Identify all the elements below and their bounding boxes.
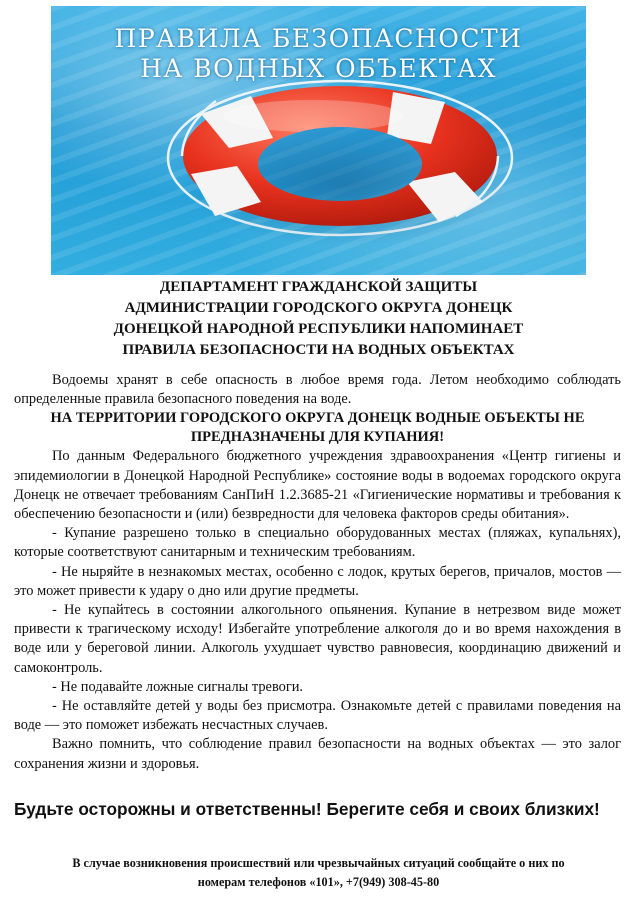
remember-paragraph: Важно помнить, что соблюдение правил безопасности на водных объектах — это залог сохранения жизни и здоровья. [14, 736, 621, 772]
footer-line: В случае возникновения происшествий или чрезвычайных ситуаций сообщайте о них по [72, 856, 565, 870]
footer-phones: номерам телефонов «101», +7(949) 308-45-80 [197, 875, 440, 889]
rule-item: - Не купайтесь в состоянии алкогольного опьянения. Купание в нетрезвом виде может привести к трагическому исходу! Избегайте употребление алкоголя до и во время нахождения в воде или у береговой линии. Алкоголь ухудшает чувство равновесия, координацию движений и самоконтроль. [14, 602, 621, 676]
warning-text: НА ТЕРРИТОРИИ ГОРОДСКОГО ОКРУГА ДОНЕЦК ВОДНЫЕ ОБЪЕКТЫ НЕ ПРЕДНАЗНАЧЕНЫ ДЛЯ КУПАНИЯ! [50, 410, 585, 446]
rule-item: - Не оставляйте детей у воды без присмотра. Ознакомьте детей с правилами поведения на воде — это поможет избежать несчастных случаев. [14, 698, 621, 734]
emergency-footer [0, 854, 637, 892]
department-heading [0, 277, 637, 361]
rule-item: - Не подавайте ложные сигналы тревоги. [52, 678, 304, 695]
banner-title-line-2: НА ВОДНЫХ ОБЪЕКТАХ [140, 54, 497, 83]
heading-line: ПРАВИЛА БЕЗОПАСНОСТИ НА ВОДНЫХ ОБЪЕКТАХ [122, 342, 515, 358]
heading-line: ДЕПАРТАМЕНТ ГРАЖДАНСКОЙ ЗАЩИТЫ [159, 279, 478, 295]
closing-appeal: Будьте осторожны и ответственны! Берегите себя и своих близких! [14, 799, 600, 819]
banner-title-line-1: ПРАВИЛА БЕЗОПАСНОСТИ [114, 24, 523, 53]
rule-item: - Не ныряйте в незнакомых местах, особенно с лодок, крутых берегов, причалов, мостов — это может привести к удару о дно или другие предметы. [14, 563, 621, 599]
intro-paragraph: Водоемы хранят в себе опасность в любое время года. Летом необходимо соблюдать определенные правила безопасного поведения на воде. [14, 372, 621, 408]
heading-line: АДМИНИСТРАЦИИ ГОРОДСКОГО ОКРУГА ДОНЕЦК [124, 300, 513, 316]
rule-item: - Купание разрешено только в специально оборудованных местах (пляжах, купальнях), которые соответствуют санитарным и техническим требованиям. [14, 525, 621, 561]
banner-image [51, 6, 586, 275]
data-paragraph: По данным Федерального бюджетного учреждения здравоохранения «Центр гигиены и эпидемиологии в Донецкой Народной Республике» состояние воды в водоемах городского округа Донецк не отвечает требованиям СанПиН 1.2.3685-21 «Гигиенические нормативы и требования к обеспечению безопасности и (или) безвредности для человека факторов среды обитания». [14, 448, 621, 523]
body-text [14, 371, 621, 774]
heading-line: ДОНЕЦКОЙ НАРОДНОЙ РЕСПУБЛИКИ НАПОМИНАЕТ [113, 321, 524, 337]
